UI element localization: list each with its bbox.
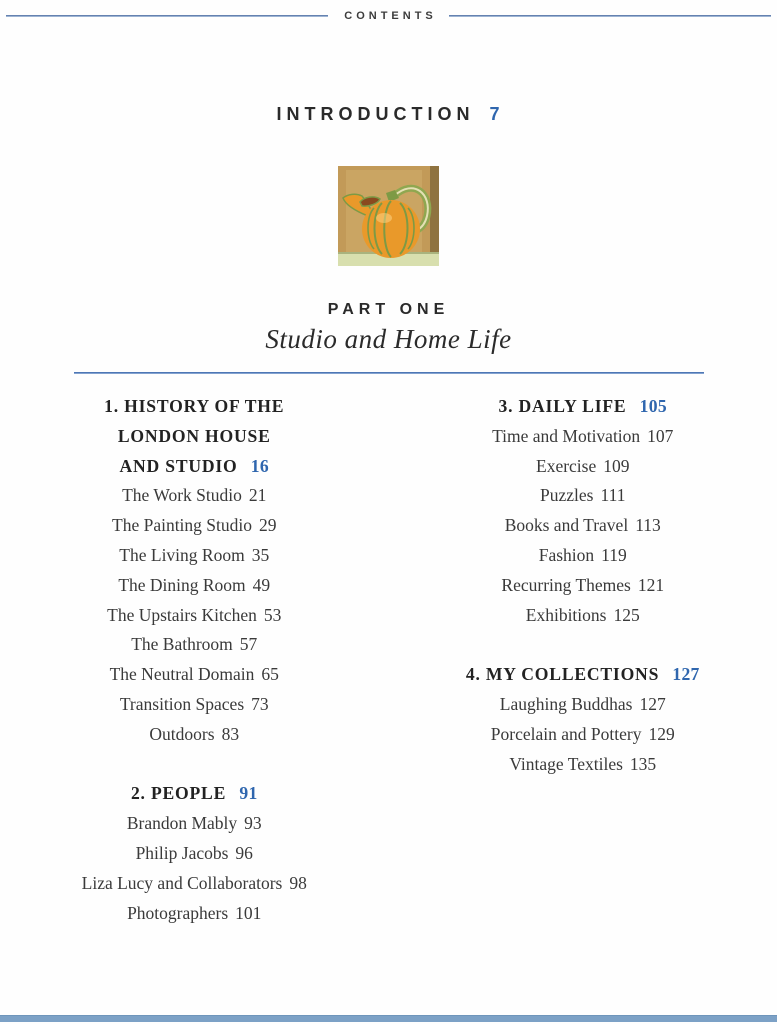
entry-title: The Work Studio bbox=[122, 485, 242, 506]
pumpkin-pitcher-photo bbox=[338, 166, 439, 266]
toc-entry bbox=[0, 899, 389, 929]
entry-title: The Living Room bbox=[119, 544, 245, 565]
entry-title: Philip Jacobs bbox=[135, 842, 229, 863]
entry-title: The Painting Studio bbox=[112, 515, 252, 536]
introduction-label: INTRODUCTION bbox=[276, 104, 475, 124]
entry-title: The Upstairs Kitchen bbox=[107, 604, 257, 625]
chapter-page-number: 105 bbox=[639, 396, 667, 416]
toc-entry bbox=[389, 601, 777, 631]
entry-title: The Dining Room bbox=[118, 574, 246, 595]
entry-page-number: 57 bbox=[239, 634, 258, 655]
toc-entry bbox=[389, 541, 777, 571]
chapter-heading-line bbox=[389, 392, 777, 422]
page-footer-bar bbox=[0, 1015, 777, 1022]
toc-entry bbox=[0, 690, 389, 720]
chapter-page-number: 127 bbox=[672, 664, 700, 685]
chapter-heading-text: 2. PEOPLE bbox=[130, 783, 227, 804]
toc-entry bbox=[389, 750, 777, 780]
entry-title: Recurring Themes bbox=[501, 574, 631, 595]
toc-entry bbox=[389, 511, 777, 541]
entry-page-number: 127 bbox=[639, 693, 666, 714]
chapter-heading-line: 1. HISTORY OF THE bbox=[104, 396, 285, 416]
introduction-page-number: 7 bbox=[489, 104, 501, 124]
entry-title: Time and Motivation bbox=[492, 425, 641, 446]
introduction-line bbox=[0, 104, 777, 125]
page-title: CONTENTS bbox=[344, 10, 437, 22]
entry-title: Books and Travel bbox=[504, 515, 629, 536]
entry-title: Outdoors bbox=[149, 723, 215, 744]
entry-page-number: 125 bbox=[613, 604, 640, 625]
entry-page-number: 107 bbox=[647, 425, 674, 446]
header-rule-left bbox=[6, 15, 328, 17]
part-kicker: PART ONE bbox=[327, 301, 450, 318]
chapter-page-number: 91 bbox=[239, 783, 258, 804]
toc-entry bbox=[0, 601, 389, 631]
entry-title: The Bathroom bbox=[131, 634, 233, 655]
entry-page-number: 98 bbox=[289, 872, 307, 893]
toc-entry bbox=[0, 809, 389, 839]
entry-title: Vintage Textiles bbox=[509, 753, 623, 774]
entry-page-number: 129 bbox=[648, 723, 675, 744]
header-rule-right bbox=[449, 15, 771, 17]
entry-page-number: 121 bbox=[637, 574, 665, 595]
chapter-page-number: 16 bbox=[250, 455, 269, 476]
toc-entry bbox=[0, 541, 389, 571]
entry-page-number: 135 bbox=[629, 753, 657, 774]
entry-title: Laughing Buddhas bbox=[499, 693, 633, 714]
toc-column-right bbox=[389, 392, 777, 928]
chapter-heading-line bbox=[0, 779, 389, 809]
toc-entry bbox=[389, 571, 777, 601]
part-one-block bbox=[0, 301, 777, 355]
toc-entry bbox=[0, 869, 389, 899]
toc-entry bbox=[389, 481, 777, 511]
entry-page-number: 119 bbox=[601, 544, 627, 565]
toc-columns bbox=[0, 392, 777, 928]
chapter-heading-line bbox=[389, 660, 777, 690]
entry-title: The Neutral Domain bbox=[109, 664, 255, 685]
entry-page-number: 73 bbox=[251, 693, 269, 714]
column-gap bbox=[389, 630, 777, 660]
entry-page-number: 29 bbox=[259, 515, 277, 536]
entry-page-number: 93 bbox=[244, 813, 262, 834]
entry-page-number: 35 bbox=[251, 544, 270, 565]
section-divider-rule bbox=[74, 372, 704, 374]
chapter-heading-text: 3. DAILY LIFE bbox=[498, 396, 627, 416]
toc-entry bbox=[389, 452, 777, 482]
entry-page-number: 21 bbox=[248, 485, 267, 506]
column-gap bbox=[0, 750, 389, 780]
entry-title: Fashion bbox=[538, 544, 595, 565]
toc-entry bbox=[0, 571, 389, 601]
entry-title: Exhibitions bbox=[525, 604, 607, 625]
toc-entry bbox=[0, 630, 389, 660]
entry-page-number: 53 bbox=[263, 604, 282, 625]
chapter-heading-text: 4. MY COLLECTIONS bbox=[465, 664, 660, 685]
entry-title: Transition Spaces bbox=[119, 693, 245, 714]
chapter-heading-line: LONDON HOUSE bbox=[117, 425, 271, 446]
contents-header bbox=[0, 0, 777, 22]
entry-page-number: 65 bbox=[261, 664, 279, 685]
entry-page-number: 96 bbox=[235, 842, 253, 863]
entry-title: Photographers bbox=[127, 902, 229, 923]
toc-entry bbox=[0, 481, 389, 511]
chapter-heading-text: AND STUDIO bbox=[119, 455, 238, 476]
entry-page-number: 101 bbox=[235, 902, 262, 923]
entry-title: Puzzles bbox=[540, 485, 594, 506]
entry-page-number: 49 bbox=[252, 574, 271, 595]
toc-entry bbox=[0, 511, 389, 541]
toc-entry bbox=[0, 720, 389, 750]
toc-entry bbox=[0, 839, 389, 869]
entry-page-number: 83 bbox=[221, 723, 240, 744]
entry-page-number: 109 bbox=[603, 455, 630, 476]
entry-page-number: 111 bbox=[600, 485, 626, 506]
toc-entry bbox=[389, 720, 777, 750]
chapter-heading-line bbox=[0, 452, 389, 482]
entry-title: Brandon Mably bbox=[126, 813, 238, 834]
toc-column-left bbox=[0, 392, 389, 928]
entry-page-number: 113 bbox=[635, 515, 661, 536]
part-title: Studio and Home Life bbox=[265, 324, 512, 354]
entry-title: Porcelain and Pottery bbox=[490, 723, 642, 744]
toc-entry bbox=[389, 422, 777, 452]
toc-entry bbox=[0, 660, 389, 690]
entry-title: Liza Lucy and Collaborators bbox=[81, 872, 283, 893]
entry-title: Exercise bbox=[536, 455, 597, 476]
toc-entry bbox=[389, 690, 777, 720]
